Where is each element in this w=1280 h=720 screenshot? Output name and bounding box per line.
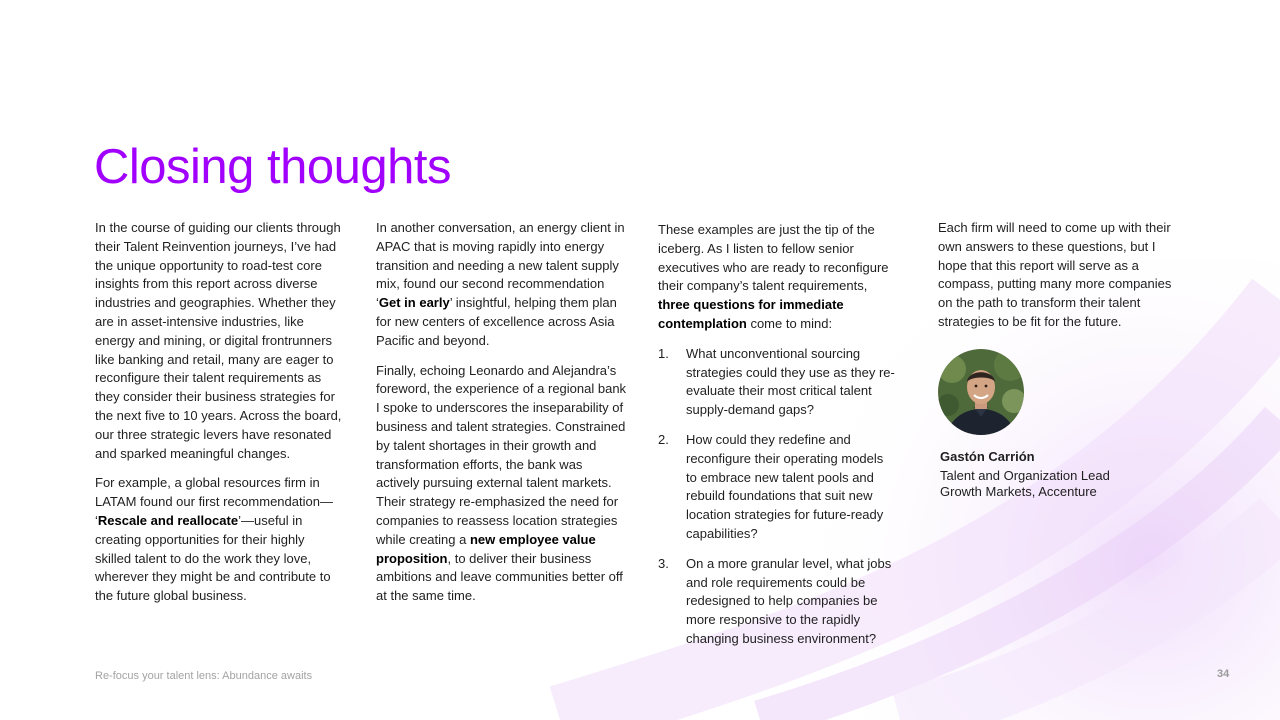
text-span: For example, a global resources firm in LATAM found our first recommendation— ‘ — [95, 475, 333, 528]
footer-report-title: Re-focus your talent lens: Abundance awaits — [95, 670, 313, 682]
text-span: Finally, echoing Leonardo and Alejandra’s foreword, the experience of a regional bank I spoke to underscores the inseparability of business and talent strategies. Constrained by talent shortages in their growth and transformation efforts, the bank was actively pursuing external talent markets. Their strategy re-emphasized the need for companies to reassess location strategies while creating a — [376, 362, 627, 547]
page-title: Closing thoughts — [94, 140, 452, 194]
text-span: ’—useful in creating opportunities for their highly skilled talent to do the work they love, wherever they might be and contribute to the future global business. — [95, 512, 331, 604]
highlight-rescale: Rescale and reallocate — [97, 512, 239, 528]
list-item — [658, 555, 896, 649]
column-1 — [95, 219, 343, 617]
col1-paragraph-1: In the course of guiding our clients through their Talent Reinvention journeys, I’ve had the unique opportunity to road-test core insights from this report across diverse industries and geographies. Whether they are in asset-intensive industries, like energy and mining, or digital frontrunners like banking and retail, many are eager to reconfigure their talent requirements as they consider their business strategies for the next five to 10 years. Across the board, our three strategic levers have resonated and sparked meaningful changes. — [95, 220, 342, 461]
list-number: 3. — [658, 555, 669, 571]
list-item — [658, 345, 896, 420]
list-text: On a more granular level, what jobs and role requirements could be redesigned to help companies be more responsive to the rapidly changing business environment? — [686, 555, 892, 646]
author-role: Talent and Organization Lead — [940, 467, 1110, 483]
highlight-get-in-early: Get in early — [378, 295, 450, 311]
page-number: 34 — [1217, 668, 1230, 680]
author-org: Growth Markets, Accenture — [940, 484, 1097, 499]
text-span: , to deliver their business ambitions and leave communities better off at the same time. — [376, 550, 623, 604]
column-3 — [658, 221, 896, 660]
list-item — [658, 431, 896, 544]
highlight-three-questions: three questions for immediate contemplation — [658, 297, 844, 331]
author-info — [940, 449, 1110, 501]
column-4 — [938, 219, 1184, 343]
list-number: 1. — [658, 345, 669, 361]
column-2 — [376, 219, 628, 617]
list-number: 2. — [658, 431, 669, 447]
col3-intro — [658, 221, 896, 334]
text-span: come to mind: — [746, 315, 833, 331]
col4-paragraph-1: Each firm will need to come up with their own answers to these questions, but I hope that this report will serve as a compass, putting many more companies on the path to transform their talent strategies to be fit for the future. — [938, 220, 1172, 329]
text-span: In another conversation, an energy client in APAC that is moving rapidly into energy transition and needing a new talent supply mix, found our second recommendation ‘ — [376, 220, 625, 311]
highlight-evp: new employee value proposition — [376, 531, 596, 566]
questions-list — [658, 345, 896, 649]
list-text: How could they redefine and reconfigure their operating models to embrace new talent pools and rebuild foundations that suit new location strategies for future-ready capabilities? — [686, 431, 884, 541]
author-avatar — [938, 349, 1024, 435]
col2-paragraph-1 — [376, 219, 628, 351]
text-span: ’ insightful, helping them plan for new centers of excellence across Asia Pacific and beyond. — [376, 295, 617, 348]
author-name: Gastón Carrión — [940, 449, 1035, 464]
col1-paragraph-2 — [95, 474, 343, 606]
col2-paragraph-2 — [376, 362, 628, 606]
text-span: These examples are just the tip of the iceberg. As I listen to fellow senior executives who are ready to reconfigure their company’s talent requirements, — [658, 222, 889, 294]
list-text: What unconventional sourcing strategies could they use as they re-evaluate their most critical talent supply-demand gaps? — [686, 345, 895, 418]
